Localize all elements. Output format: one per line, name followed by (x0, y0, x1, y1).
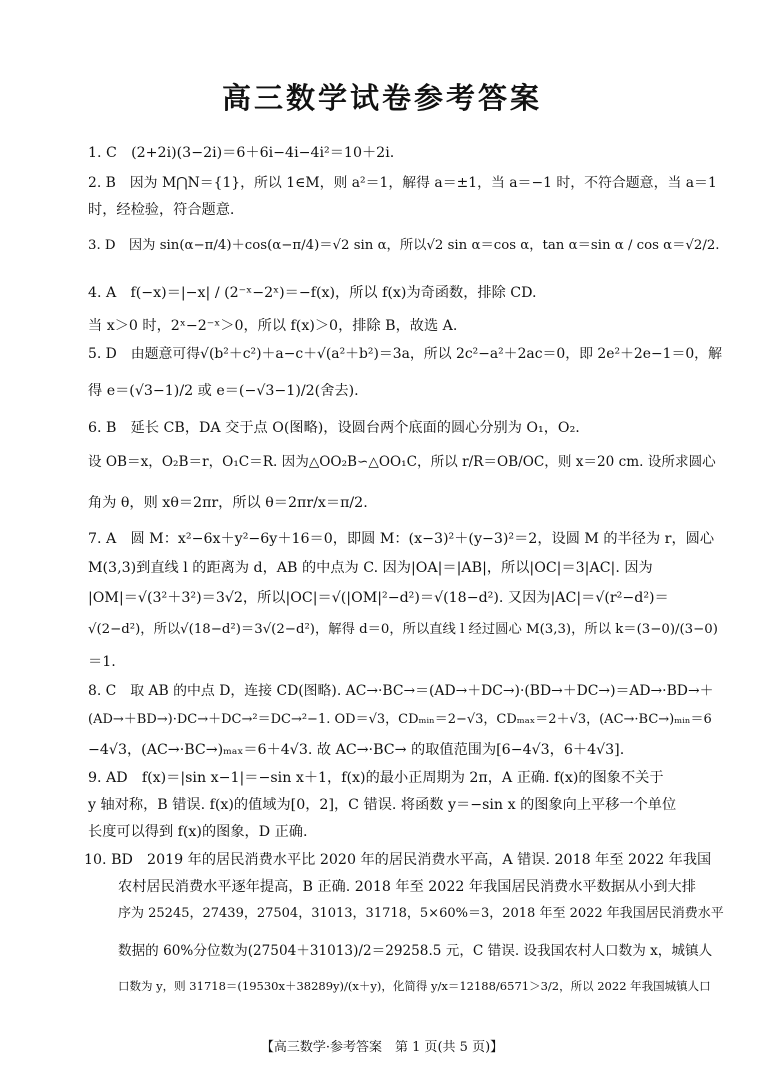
answer-line: y 轴对称，B 错误. f(x)的值域为[0，2]，C 错误. 将函数 y＝−sin x 的图象向上平移一个单位 (88, 797, 677, 813)
answer-line: 6. B 延长 CB，DA 交于点 O(图略)，设圆台两个底面的圆心分别为 O₁，O₂. (88, 420, 580, 436)
answer-line: √(2−d²)，所以√(18−d²)＝3√(2−d²)，解得 d＝0，所以直线 l 经过圆心 M(3,3)，所以 k＝(3−0)/(3−0) (88, 622, 718, 637)
answer-line: M(3,3)到直线 l 的距离为 d，AB 的中点为 C. 因为|OA|＝|AB|，所以|OC|＝3|AC|. 因为 (88, 560, 653, 576)
page-title: 高三数学试卷参考答案 (221, 81, 542, 115)
page-footer: 【高三数学·参考答案 第 1 页(共 5 页)】 (260, 1040, 504, 1055)
answer-line: 2. B 因为 M⋂N＝{1}，所以 1∈M，则 a²＝1，解得 a＝±1，当 a＝−1 时，不符合题意，当 a＝1 (88, 175, 717, 191)
answer-line: 当 x＞0 时，2ˣ−2⁻ˣ＞0，所以 f(x)＞0，排除 B，故选 A. (88, 318, 458, 334)
answer-line: 口数为 y，则 31718＝(19530x＋38289y)/(x＋y)，化简得 y/x＝12188/6571＞3/2，所以 2022 年我国城镇人口 (118, 979, 711, 993)
answer-line: 数据的 60%分位数为(27504＋31013)/2＝29258.5 元，C 错误. 设我国农村人口数为 x，城镇人 (118, 943, 713, 959)
answer-line: 得 e＝(√3−1)/2 或 e＝(−√3−1)/2(舍去). (88, 383, 359, 399)
answer-line: 长度可以得到 f(x)的图象，D 正确. (88, 824, 308, 840)
answer-line: −4√3，(AC→·BC→)ₘₐₓ＝6＋4√3. 故 AC→·BC→ 的取值范围为[6−4√3，6＋4√3]. (88, 742, 625, 758)
answer-line: 序为 25245，27439，27504，31013，31718，5×60%＝3，2018 年至 2022 年我国居民消费水平 (118, 906, 724, 921)
answer-line: 8. C 取 AB 的中点 D，连接 CD(图略). AC→·BC→＝(AD→＋DC→)·(BD→＋DC→)＝AD→·BD→＋ (88, 683, 714, 699)
answer-line: 角为 θ，则 xθ＝2πr，所以 θ＝2πr/x＝π/2. (88, 495, 368, 511)
answer-line: 设 OB＝x，O₂B＝r，O₁C＝R. 因为△OO₂B∽△OO₁C，所以 r/R＝OB/OC，则 x＝20 cm. 设所求圆心 (88, 454, 716, 470)
answer-line: 时，经检验，符合题意. (88, 202, 235, 218)
answer-line: 5. D 由题意可得√(b²＋c²)＋a−c＋√(a²＋b²)＝3a，所以 2c²−a²＋2ac＝0，即 2e²＋2e−1＝0，解 (88, 346, 722, 362)
answer-line: 9. AD f(x)＝|sin x−1|＝−sin x＋1，f(x)的最小正周期为 2π，A 正确. f(x)的图象不关于 (88, 770, 664, 786)
answer-line: (AD→＋BD→)·DC→＋DC→²＝DC→²−1. OD＝√3，CDₘᵢₙ＝2−√3，CDₘₐₓ＝2＋√3，(AC→·BC→)ₘᵢₙ＝6 (88, 712, 712, 727)
answer-line: 10. BD 2019 年的居民消费水平比 2020 年的居民消费水平高，A 错误. 2018 年至 2022 年我国 (84, 852, 712, 868)
answer-line: ＝1. (88, 654, 116, 670)
answer-line: 1. C (2+2i)(3−2i)＝6＋6i−4i−4i²＝10＋2i. (88, 145, 395, 161)
answer-line: 7. A 圆 M：x²−6x＋y²−6y＋16＝0，即圆 M：(x−3)²＋(y−3)²＝2，设圆 M 的半径为 r，圆心 (88, 531, 715, 547)
answer-line: 3. D 因为 sin(α−π/4)＋cos(α−π/4)＝√2 sin α，所以√2 sin α＝cos α，tan α＝sin α / cos α＝√2/2. (88, 238, 720, 253)
answer-line: |OM|＝√(3²＋3²)＝3√2，所以|OC|＝√(|OM|²−d²)＝√(18−d²). 又因为|AC|＝√(r²−d²)＝ (88, 590, 669, 606)
answer-line: 农村居民消费水平逐年提高，B 正确. 2018 年至 2022 年我国居民消费水平数据从小到大排 (118, 879, 696, 895)
answer-line: 4. A f(−x)＝|−x| / (2⁻ˣ−2ˣ)＝−f(x)，所以 f(x)为奇函数，排除 CD. (88, 285, 537, 301)
